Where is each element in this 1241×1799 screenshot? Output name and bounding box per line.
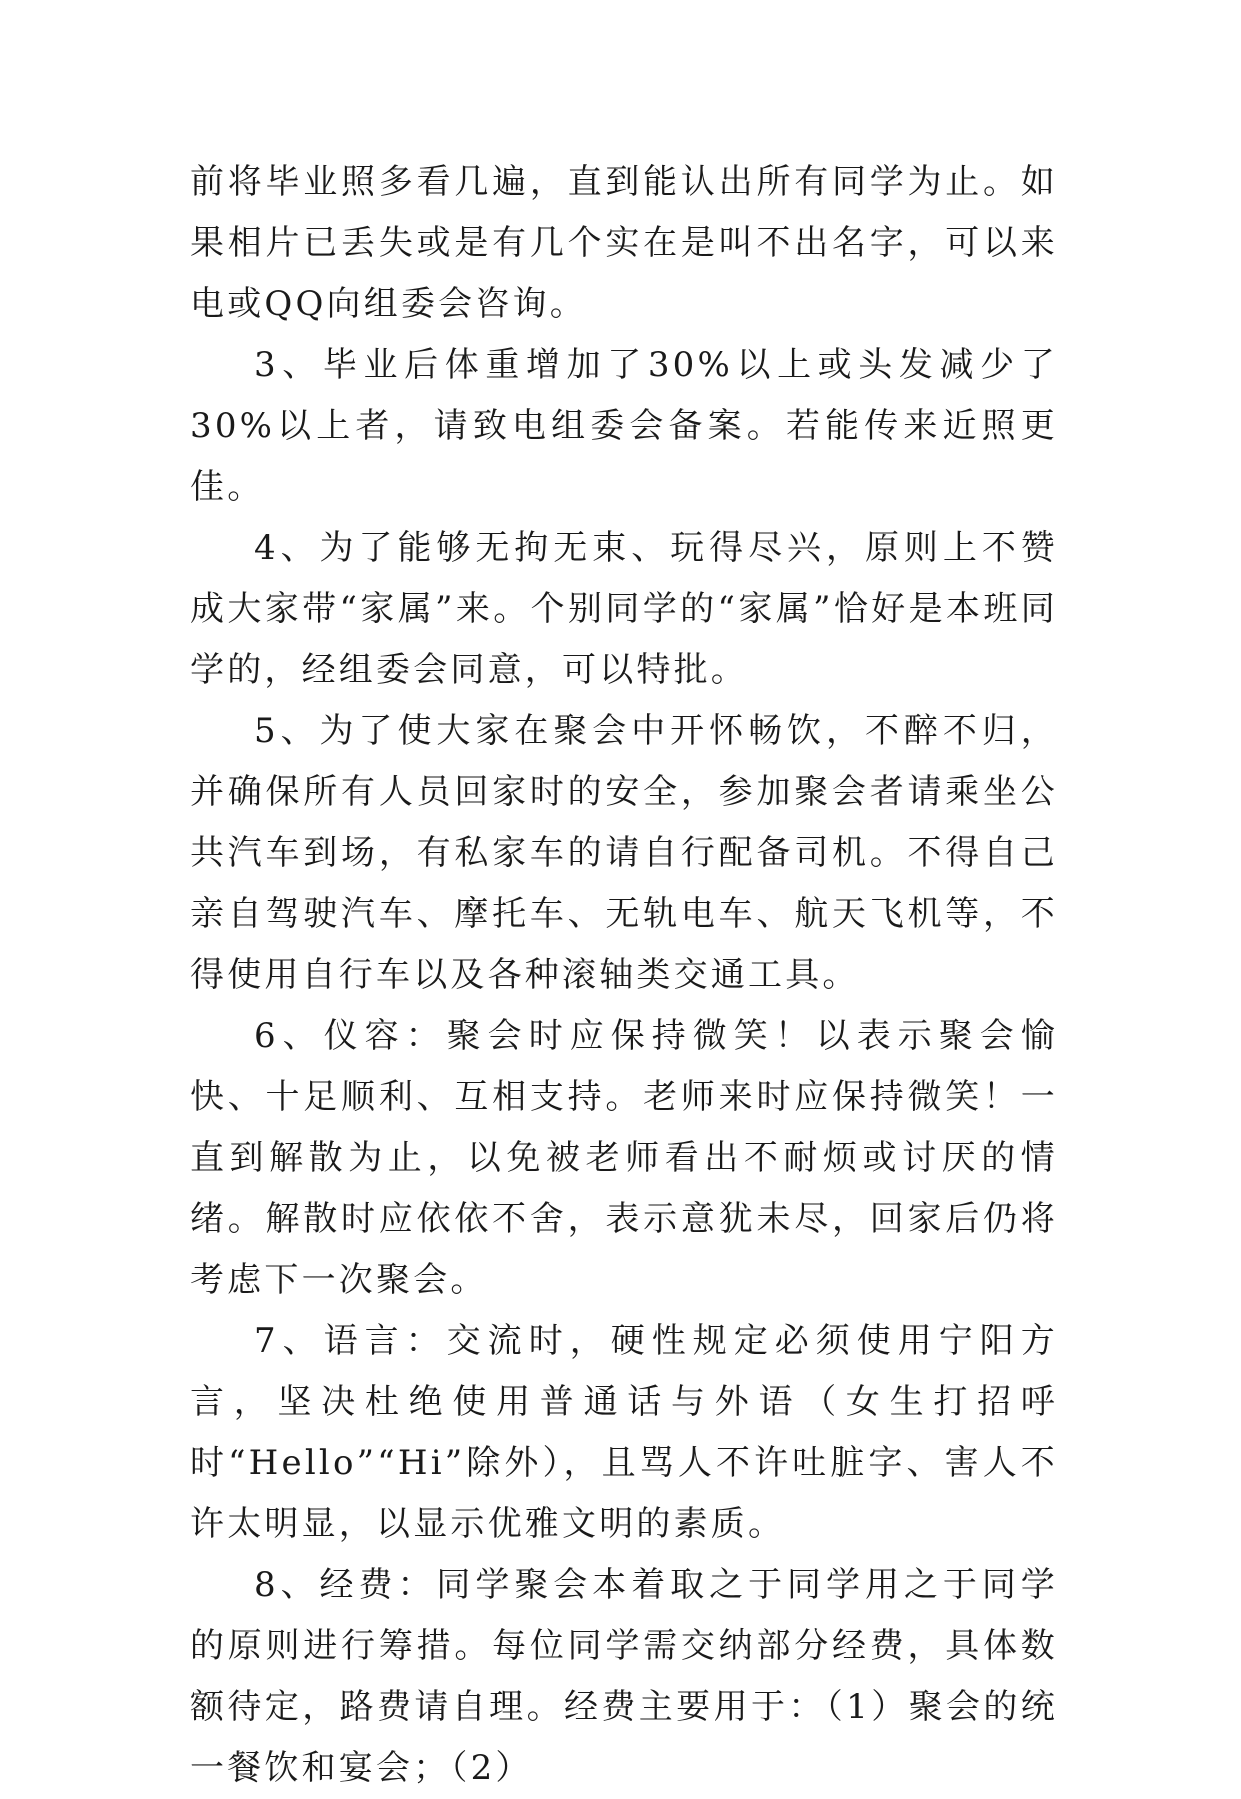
paragraph-item-6: 6、仪容：聚会时应保持微笑！以表示聚会愉快、十足顺利、互相支持。老师来时应保持微笑！一直到解散为止，以免被老师看出不耐烦或讨厌的情绪。解散时应依依不舍，表示意犹未尽，回家后仍将考虑下一次聚会。 <box>190 1016 1058 1300</box>
paragraph-item-8: 8、经费：同学聚会本着取之于同学用之于同学的原则进行筹措。每位同学需交纳部分经费，具体数额待定，路费请自理。经费主要用于：（1）聚会的统一餐饮和宴会；（2） <box>190 1565 1058 1788</box>
paragraph-item-4: 4、为了能够无拘无束、玩得尽兴，原则上不赞成大家带“家属”来。个别同学的“家属”恰好是本班同学的，经组委会同意，可以特批。 <box>190 528 1058 690</box>
paragraph-continuation: 前将毕业照多看几遍，直到能认出所有同学为止。如果相片已丢失或是有几个实在是叫不出名字，可以来电或QQ向组委会咨询。 <box>190 162 1058 324</box>
document-page <box>190 152 1058 1799</box>
paragraph-item-7: 7、语言：交流时，硬性规定必须使用宁阳方言，坚决杜绝使用普通话与外语（女生打招呼时“Hello”“Hi”除外），且骂人不许吐脏字、害人不许太明显，以显示优雅文明的素质。 <box>190 1321 1058 1544</box>
paragraph-item-3: 3、毕业后体重增加了30%以上或头发减少了30%以上者，请致电组委会备案。若能传来近照更佳。 <box>190 345 1058 507</box>
paragraph-item-5: 5、为了使大家在聚会中开怀畅饮，不醉不归，并确保所有人员回家时的安全，参加聚会者请乘坐公共汽车到场，有私家车的请自行配备司机。不得自己亲自驾驶汽车、摩托车、无轨电车、航天飞机等，不得使用自行车以及各种滚轴类交通工具。 <box>190 711 1058 995</box>
